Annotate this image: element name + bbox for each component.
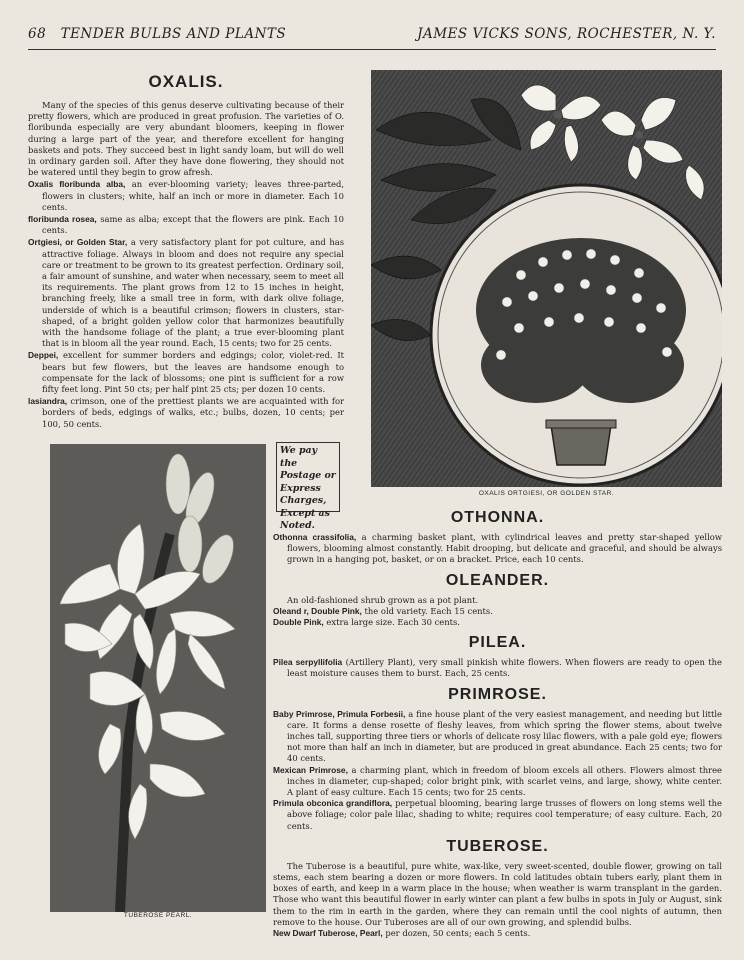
notice-line: Postage or: [280, 470, 336, 481]
header-rule: [28, 49, 716, 50]
entry-name: Oxalis floribunda alba,: [28, 179, 126, 190]
oleander-heading: OLEANDER.: [445, 571, 550, 589]
entry-text: a fine house plant of the very easiest management, and needing but little care. It forms a dense rosette of fleshy leaves, from which spring the flower stems, about twelve inches tall, supporting three tiers or whorls of delicate rosy lilac flowers, with a pale gold eye; flowers not more than half an inch in diameter, but are produced in great abundance. Each 25 cents; two for 40 cents.: [287, 708, 722, 764]
pilea-entry: [273, 657, 722, 679]
oxalis-entry: [28, 350, 344, 395]
primrose-heading: PRIMROSE.: [448, 685, 547, 703]
primrose-entry: [273, 765, 722, 799]
oxalis-entry: [28, 396, 344, 430]
entry-text: per dozen, 50 cents; each 5 cents.: [382, 928, 531, 939]
oleander-entry: [273, 606, 722, 617]
section-title: TENDER BULBS AND PLANTS: [60, 26, 287, 42]
tuberose-heading: TUBEROSE.: [446, 837, 549, 855]
othonna-heading: OTHONNA.: [450, 509, 545, 526]
othonna-entry: [273, 532, 722, 566]
oxalis-illustration: [371, 70, 722, 487]
primrose-entry: [273, 798, 722, 832]
primrose-entry: [273, 709, 722, 765]
oxalis-section: [28, 72, 344, 431]
entry-name: lasiandra,: [28, 396, 68, 407]
right-column: [273, 503, 722, 939]
entry-text: excellent for summer borders and edgings; color, violet-red. It bears but few flowers, but the leaves are handsome enough to compensate for the lack of blossoms; one pint is sufficient for a row fifty feet long. Pint 50 cts; per half pint 25 cts; per dozen 10 cents.: [42, 350, 344, 395]
tuberose-caption: TUBEROSE PEARL.: [123, 912, 193, 919]
tuberose-photo: [50, 444, 266, 912]
entry-name: Baby Primrose, Primula Forbesii,: [273, 708, 406, 719]
entry-text: (Artillery Plant), very small pinkish white flowers. When flowers are ready to open the least moisture causes them to burst. Each, 25 cents.: [287, 657, 722, 679]
notice-line: Express: [280, 482, 321, 494]
entry-name: Double Pink,: [273, 617, 324, 628]
entry-name: Pilea serpyllifolia: [273, 657, 343, 668]
oxalis-engraving: [371, 70, 722, 487]
oxalis-entry: [28, 179, 344, 213]
entry-name: Mexican Primrose,: [273, 764, 348, 775]
page-number: 68: [28, 26, 47, 42]
entry-text: the old variety. Each 15 cents.: [361, 605, 493, 616]
notice-line: Charges,: [280, 495, 327, 506]
entry-text: an ever-blooming variety; leaves three-parted, flowers in clusters; white, half an inch or more in diameter. Each 10 cents.: [42, 179, 344, 212]
entry-name: floribunda rosea,: [28, 214, 97, 225]
oxalis-intro: Many of the species of this genus deserve cultivating because of their pretty flowers, which are produced in great profusion. The varieties of O. floribunda especially are very abundant bloomers, keeping in flower during a large part of the year, and therefore excellent for hanging baskets and pots. They succeed best in light sandy loam, but will do well in ordinary garden soil. After they have done flowering, they should not be watered until they begin to grow afresh.: [28, 100, 344, 178]
entry-text: same as alba; except that the flowers are pink. Each 10 cents.: [42, 214, 344, 236]
publisher-title: JAMES VICKS SONS, ROCHESTER, N. Y.: [417, 26, 716, 42]
entry-name: Oleand r, Double Pink,: [273, 605, 362, 616]
entry-name: Ortgiesi, or Golden Star,: [28, 237, 128, 248]
tuberose-illustration: [50, 444, 266, 912]
tuberose-intro: The Tuberose is a beautiful, pure white, wax-like, very sweet-scented, double flower, growing on tall stems, each stem bearing a dozen or more flowers. In cold latitudes obtain tubers early, plant them in boxes of earth, and keep in a warm place in the house; when weather is warm transplant in the garden. Those who want this beautiful flower in early winter can plant a few bulbs in spots in July or August, sink them to the rim in earth in the garden, where they can remain until the cool nights of autumn, then remove to the house. Our Tuberoses are all of our own growing, and splendid bulbs.: [273, 860, 722, 927]
page-header: [28, 26, 716, 46]
entry-name: Othonna crassifolia,: [273, 532, 357, 542]
entry-name: Deppei,: [28, 350, 59, 361]
header-left: [28, 26, 286, 42]
oxalis-heading: OXALIS.: [148, 72, 224, 91]
entry-text: crimson, one of the prettiest plants we are acquainted with for borders of beds, edgings of walks, etc.; bulbs, dozen, 10 cents; per 100, 50 cents.: [42, 396, 344, 429]
pilea-heading: PILEA.: [468, 634, 527, 652]
oxalis-entry: [28, 214, 344, 236]
notice-line: Except as: [280, 507, 330, 519]
tuberose-entry: [273, 928, 722, 939]
oleander-entry: [273, 617, 722, 628]
postage-notice: [276, 442, 340, 531]
entry-name: Primula obconica grandiflora,: [273, 798, 393, 809]
oxalis-entry: [28, 237, 344, 349]
oleander-intro: An old-fashioned shrub grown as a pot plant.: [287, 594, 479, 605]
oxalis-caption: OXALIS ORTGIESI, OR GOLDEN STAR.: [478, 490, 615, 497]
entry-name: New Dwarf Tuberose, Pearl,: [273, 928, 383, 939]
entry-text: perpetual blooming, bearing large trusses of flowers on long stems well the above foliage; color pale lilac, shading to white; requires cool temperature; of easy culture. Each, 20 cents.: [287, 798, 722, 831]
entry-text: extra large size. Each 30 cents.: [323, 617, 460, 628]
entry-text: a charming plant, which in freedom of bloom excels all others. Flowers almost three inches in diameter, cup-shaped; color bright pink, with scarlet veins, and large, showy, white center. A plant of easy culture. Each 15 cents; two for 25 cents.: [287, 764, 723, 798]
entry-text: a charming basket plant, with cylindrical leaves and pretty star-shaped yellow flowers, blooming almost constantly. Habit drooping, but delicate and graceful, and should be always grown in a hanging pot, basket, or on a bracket. Price, each 10 cents.: [287, 532, 722, 565]
notice-line: Noted.: [280, 520, 315, 531]
notice-line: We pay the: [280, 445, 318, 469]
entry-text: a very satisfactory plant for pot culture, and has attractive foliage. Always in bloom and does not require any special care or treatment to be grown to its greatest perfection. Ordinary soil, a fair amount of sunshine, and water when necessary, seem to meet all its requirements. The plant grows from 12 to 15 inches in height, branching freely, like a small tree in form, with dark olive foliage, underside of which is a beautiful crimson; flowers in clusters, star-shaped, of a bright golden yellow color that harmonizes beautifully with the handsome foliage of the plant; a true ever-blooming plant that is in bloom all the year round. Each, 15 cents; two for 25 cents.: [42, 237, 344, 349]
